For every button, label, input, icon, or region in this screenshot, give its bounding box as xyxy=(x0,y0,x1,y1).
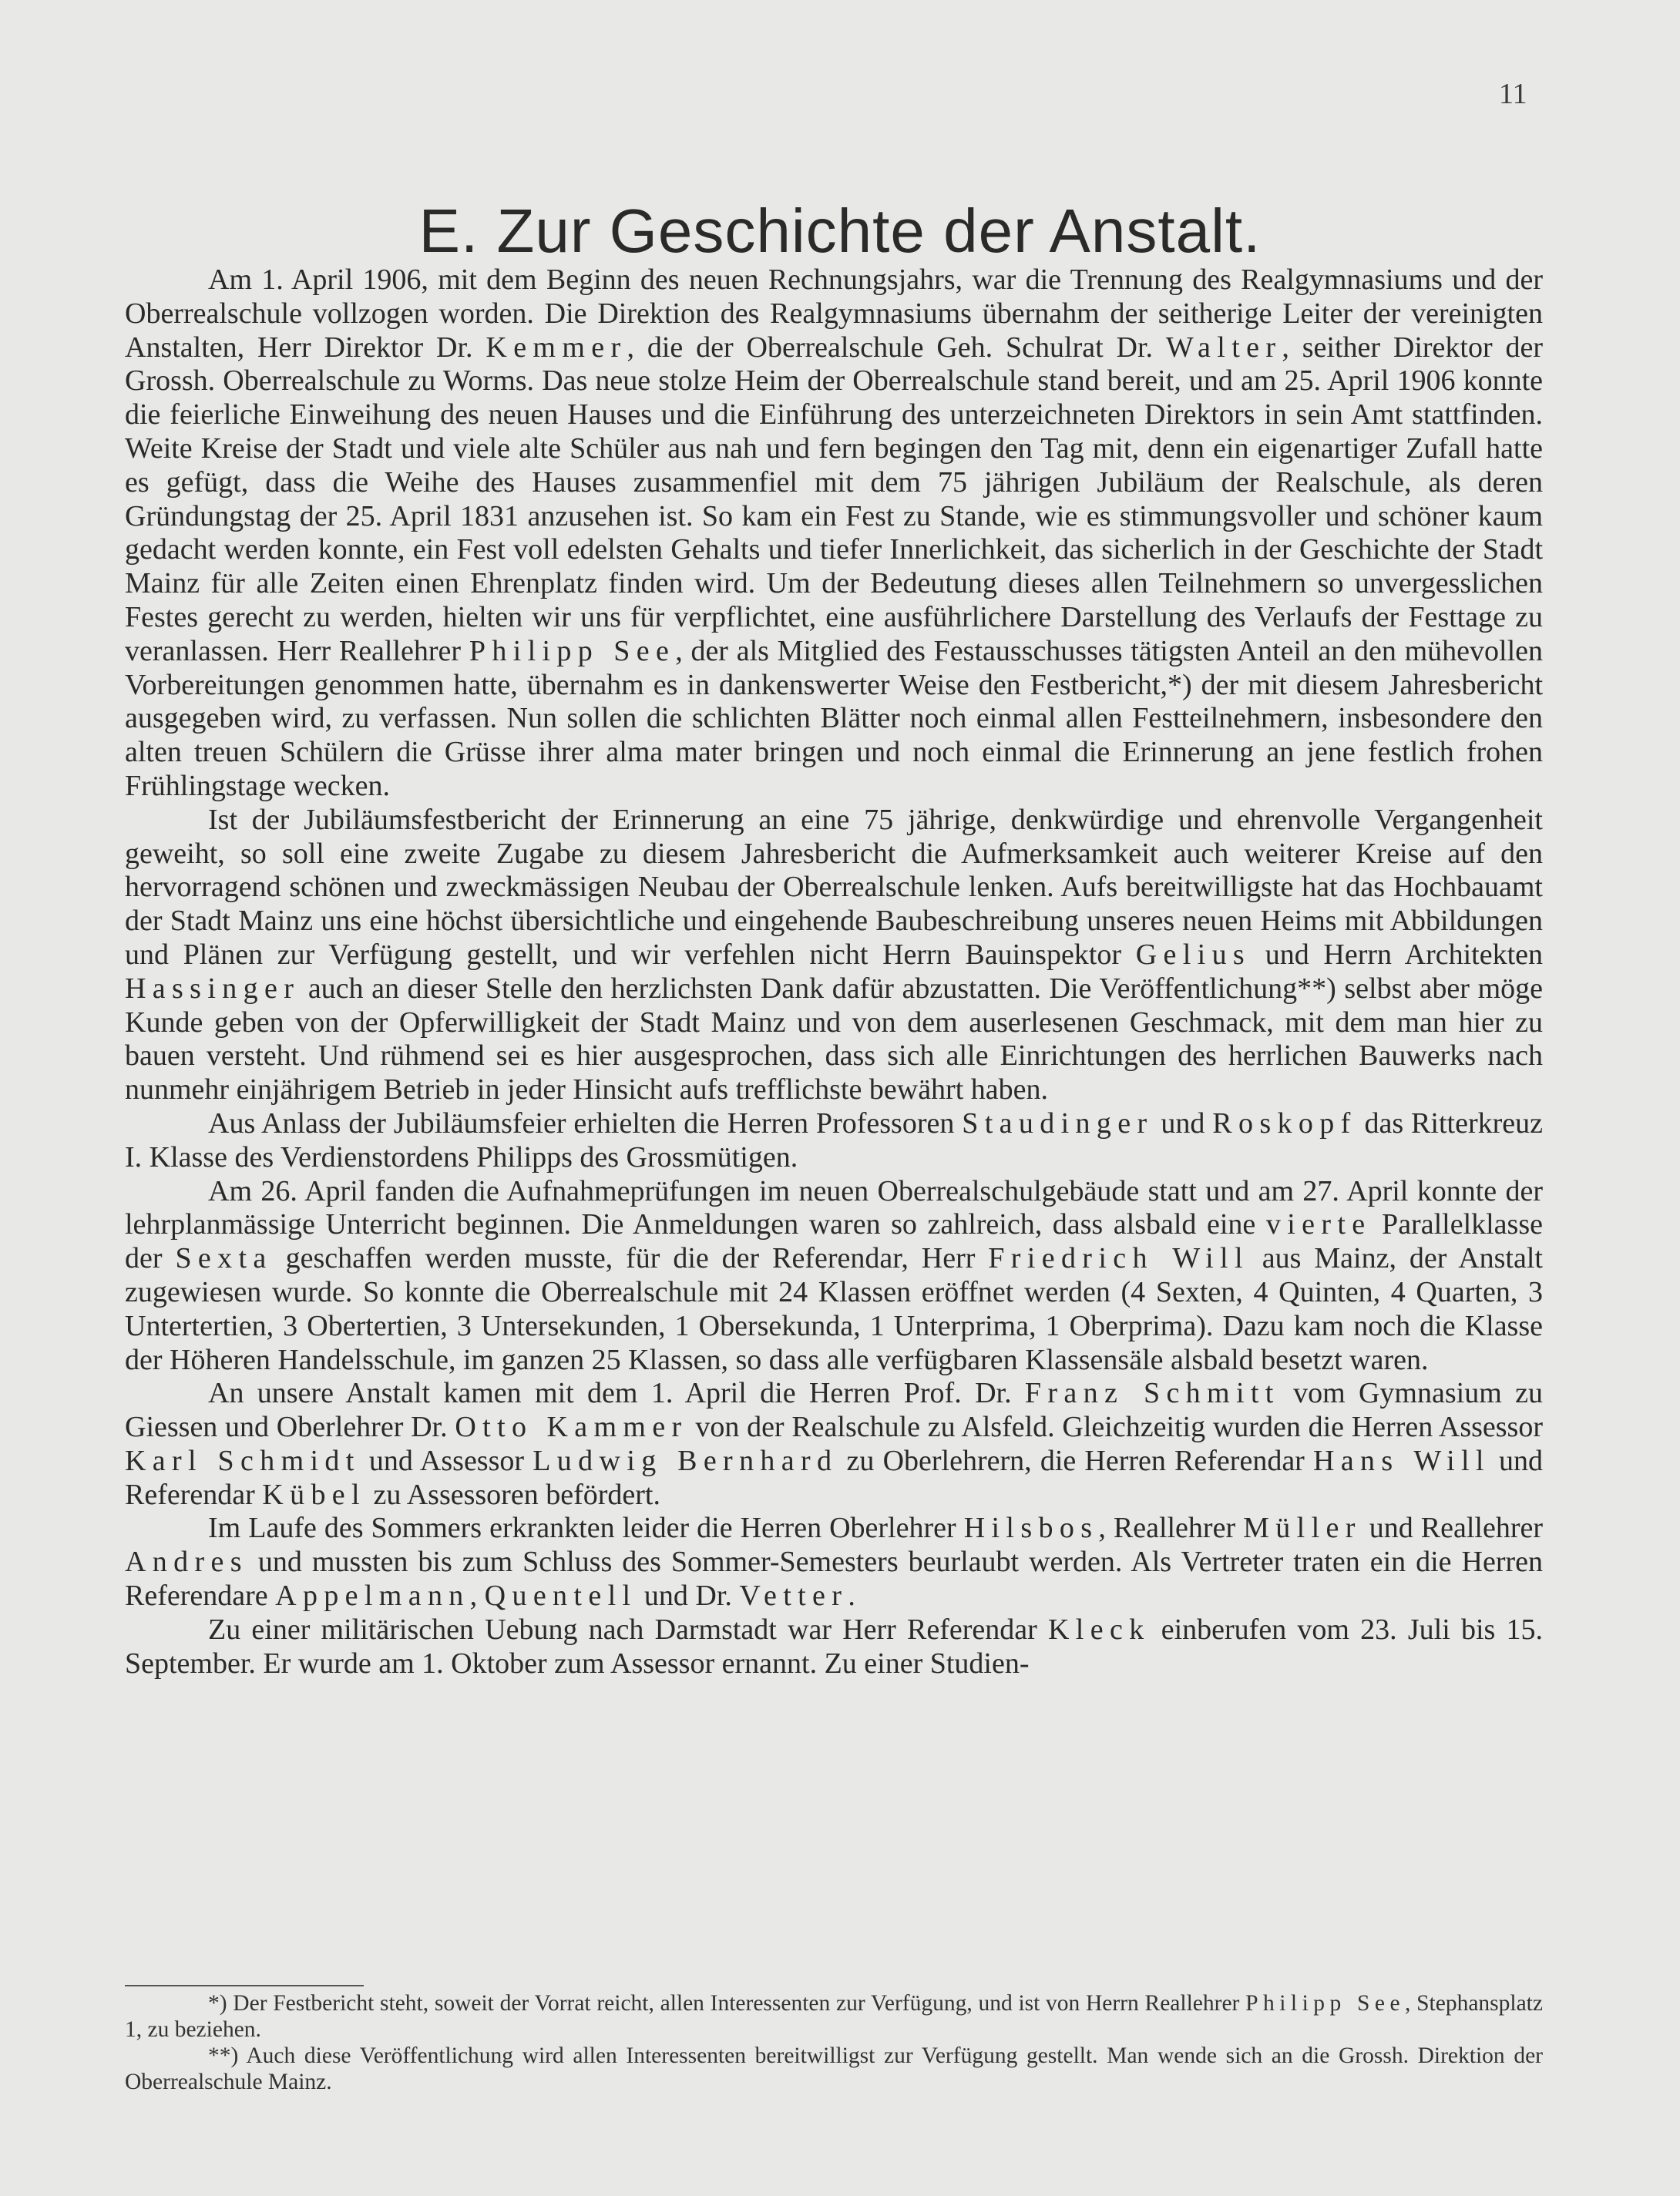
spaced-name: Gelius xyxy=(1135,938,1252,971)
spaced-name: Kemmer xyxy=(486,331,627,364)
paragraph xyxy=(125,264,1543,804)
body-text xyxy=(125,264,1543,1681)
text-run: *) Der Festbericht steht, soweit der Vorrat reicht, allen Interessenten zur Verfügung, und ist von Herrn Reallehrer xyxy=(208,1991,1246,2016)
spaced-name: Müller xyxy=(1243,1512,1362,1545)
paragraph xyxy=(125,1613,1543,1681)
text-run: , die der Oberrealschule Geh. Schulrat Dr. xyxy=(627,331,1166,364)
text-run: und Reallehrer xyxy=(1361,1512,1544,1545)
text-run: vom Gymnasium zu Giessen und Oberlehrer Dr. xyxy=(125,1377,1543,1444)
paragraph xyxy=(125,1512,1543,1613)
spaced-name: Staudinger xyxy=(962,1106,1154,1140)
text-run: , xyxy=(469,1580,485,1613)
spaced-name: Andres xyxy=(125,1546,248,1579)
text-run: und Assessor xyxy=(360,1444,533,1477)
spaced-name: Otto Kammer xyxy=(455,1411,688,1444)
text-run: das Ritterkreuz I. Klasse des Verdienstordens Philipps des Grossmütigen. xyxy=(125,1106,1543,1174)
text-run: von der Realschule zu Alsfeld. Gleichzeitig wurden die Herren Assessor xyxy=(687,1411,1543,1444)
text-run: und Dr. xyxy=(637,1580,740,1613)
text-run: und mussten bis zum Schluss des Sommer-Semesters beurlaubt werden. Als Vertreter traten ein die Herren Referendare xyxy=(125,1546,1543,1613)
spaced-name: Roskopf xyxy=(1212,1106,1357,1140)
text-run: Ist der Jubiläumsfestbericht der Erinnerung an eine 75 jährige, denkwürdige und ehrenvolle Vergangenheit geweiht, so soll eine zweite Zugabe zu diesem Jahresbericht die Aufmerksamkeit auch weiterer Kreise auf den hervorragend schönen und zweckmässigen Neubau der Oberrealschule lenken. Aufs bereitwilligste hat das Hochbauamt der Stadt Mainz uns eine höchst übersichtliche und eingehende Baubeschreibung unseres neuen Heims mit Abbildungen und Plänen zur Verfügung gestellt, und wir verfehlen nicht Herrn Bauinspektor xyxy=(125,803,1543,971)
spaced-name: Friedrich Will xyxy=(988,1242,1249,1275)
section-title: E. Zur Geschichte der Anstalt. xyxy=(418,196,1262,265)
text-run: Am 1. April 1906, mit dem Beginn des neuen Rechnungsjahrs, war die Trennung des Realgymnasiums und der Oberrealschule vollzogen worden. Die Direktion des Realgymnasiums übernahm der seitherige Leiter der vereinigten Anstalten, Herr Direktor Dr. xyxy=(125,264,1543,364)
text-run: , Stephansplatz 1, zu beziehen. xyxy=(125,1991,1543,2042)
spaced-name: Philipp See xyxy=(469,634,676,667)
text-run: auch an dieser Stelle den herzlichsten Dank dafür abzustatten. Die Veröffentlichung**) selbst aber möge Kunde geben von der Opferwilligkeit der Stadt Mainz und von dem auserlesenen Geschmack, mit dem man hier zu bauen versteht. Und rühmend sei es hier ausgesprochen, dass sich alle Einrichtungen des herrlichen Bauwerks nach nunmehr einjährigem Betrieb in jeder Hinsicht aufs trefflichste bewährt haben. xyxy=(125,972,1543,1106)
spaced-name: Ludwig Bernhard xyxy=(533,1444,838,1477)
text-run: Im Laufe des Sommers erkrankten leider die Herren Oberlehrer xyxy=(208,1512,964,1545)
spaced-name: Walter xyxy=(1165,331,1282,364)
footnote xyxy=(125,2043,1543,2095)
spaced-name: Kleck xyxy=(1048,1613,1151,1646)
text-run: **) Auch diese Veröffentlichung wird allen Interessenten bereitwilligst zur Verfügung gestellt. Man wende sich an die Grossh. Direktion der Oberrealschule Mainz. xyxy=(125,2043,1543,2094)
spaced-name: Karl Schmidt xyxy=(125,1444,361,1477)
text-run: zu Oberlehrern, die Herren Referendar xyxy=(838,1444,1314,1477)
spaced-name: Franz Schmitt xyxy=(1024,1377,1280,1410)
text-run: , der als Mitglied des Festausschusses tätigsten Anteil an den mühevollen Vorbereitungen genommen hatte, übernahm es in dankenswerter Weise den Festbericht,*) der mit diesem Jahresbericht ausgegeben wird, zu verfassen. Nun sollen die schlichten Blätter noch einmal allen Festteilnehmern, insbesondere den alten treuen Schülern die Grüsse ihrer alma mater bringen und noch einmal die Erinnerung an jene festlich frohen Frühlingstage wecken. xyxy=(125,634,1543,802)
spaced-name: Sexta xyxy=(175,1242,273,1275)
spaced-name: Hilsbos xyxy=(963,1512,1099,1545)
paragraph xyxy=(125,1175,1543,1378)
text-run: Zu einer militärischen Uebung nach Darmstadt war Herr Referendar xyxy=(208,1613,1048,1646)
spaced-name: Appelmann xyxy=(275,1580,470,1613)
text-run: Aus Anlass der Jubiläumsfeier erhielten die Herren Professoren xyxy=(208,1106,963,1140)
text-run: aus Mainz, der Anstalt zugewiesen wurde. So konnte die Oberrealschule mit 24 Klassen eröffnet werden (4 Sexten, 4 Quinten, 4 Quarten, 3 Untertertien, 3 Obertertien, 3 Untersekunden, 1 Obersekunda, 1 Unterprima, 1 Oberprima). Dazu kam noch die Klasse der Höheren Handelsschule, im ganzen 25 Klassen, so dass alle verfügbaren Klassensäle alsbald besetzt waren. xyxy=(125,1242,1543,1376)
text-run: und xyxy=(1153,1106,1213,1140)
footnote xyxy=(125,1990,1543,2043)
spaced-name: Hans Will xyxy=(1313,1444,1490,1477)
page-number: 11 xyxy=(1499,78,1527,110)
footnote-rule xyxy=(125,1985,364,1986)
spaced-name: vierte xyxy=(1265,1208,1372,1241)
spaced-name: Quentell xyxy=(484,1580,637,1613)
text-run: und Referendar xyxy=(125,1444,1544,1511)
text-run: einberufen vom 23. Juli bis 15. September. Er wurde am 1. Oktober zum Assessor ernannt. Zu einer Studien- xyxy=(125,1613,1543,1680)
paragraph xyxy=(125,804,1543,1107)
paragraph xyxy=(125,1107,1543,1175)
paragraph xyxy=(125,1377,1543,1512)
footnotes xyxy=(125,1990,1543,2095)
spaced-name: Philipp See xyxy=(1245,1991,1406,2016)
spaced-name: Vetter xyxy=(739,1580,848,1613)
text-run: An unsere Anstalt kamen mit dem 1. April die Herren Prof. Dr. xyxy=(208,1377,1025,1410)
text-run: zu Assessoren befördert. xyxy=(365,1478,660,1511)
text-run: Am 26. April fanden die Aufnahmeprüfungen im neuen Oberrealschulgebäude statt und am 27. April konnte der lehrplanmässige Unterricht beginnen. Die Anmeldungen waren so zahlreich, dass alsbald eine xyxy=(125,1174,1543,1241)
spaced-name: Hassinger xyxy=(125,972,301,1005)
text-run: , Reallehrer xyxy=(1098,1512,1244,1545)
spaced-name: Kübel xyxy=(262,1478,366,1511)
text-run: geschaffen werden musste, für die der Referendar, Herr xyxy=(272,1242,989,1275)
text-run: und Herrn Architekten xyxy=(1251,938,1543,971)
text-run: . xyxy=(848,1580,855,1613)
text-run: , seither Direktor der Grossh. Oberrealschule zu Worms. Das neue stolze Heim der Oberrealschule stand bereit, und am 25. April 1906 konnte die feierliche Einweihung des neuen Hauses und die Einführung des unterzeichneten Direktors in sein Amt stattfinden. Weite Kreise der Stadt und viele alte Schüler aus nah und fern begingen den Tag mit, denn ein eigenartiger Zufall hatte es gefügt, dass die Weihe des Hauses zusammenfiel mit dem 75 jährigen Jubiläum der Realschule, als deren Gründungstag der 25. April 1831 anzusehen ist. So kam ein Fest zu Stande, wie es stimmungsvoller und schöner kaum gedacht werden konnte, ein Fest voll edelsten Gehalts und tiefer Innerlichkeit, das sicherlich in der Geschichte der Stadt Mainz für alle Zeiten einen Ehrenplatz finden wird. Um der Bedeutung dieses allen Teilnehmern so unvergesslichen Festes gerecht zu werden, hielten wir uns für verpflichtet, eine ausführlichere Darstellung des Verlaufs der Festtage zu veranlassen. Herr Reallehrer xyxy=(125,331,1543,667)
text-run: Parallelklasse der xyxy=(125,1208,1543,1275)
